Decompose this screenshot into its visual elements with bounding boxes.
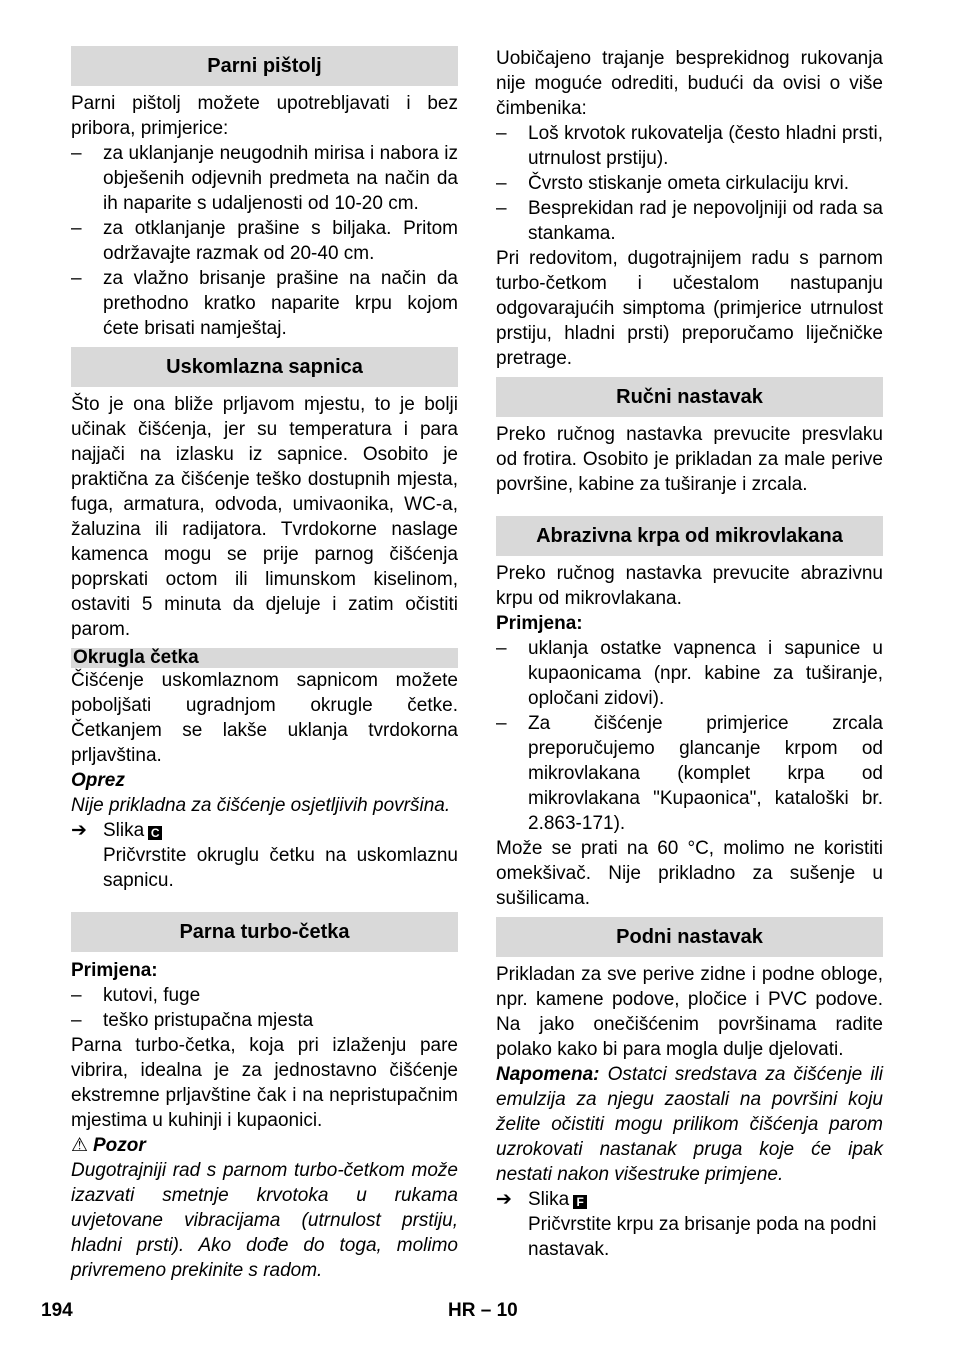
list-item: – kutovi, fuge <box>71 983 458 1008</box>
warning-text: Dugotrajniji rad s parnom turbo-četkom može izazvati smetnje krvotoka u rukama uvjetovane vibracijama (utrnulost prstiju, hladni prsti). Ako dođe do toga, molimo privremeno prekinite s radom. <box>71 1160 458 1281</box>
left-column <box>71 46 458 1283</box>
section-heading-rucni-nastavak: Ručni nastavak <box>496 377 883 417</box>
turbo-text: Parna turbo-četka, koja pri izlaženju pare vibrira, idealna je za jednostavno čišćenje ekstremne prljavštine čak i na nepristupačnim mjestima u kuhinji i kupaonici. <box>71 1035 458 1131</box>
figure-label: Slika <box>528 1189 570 1210</box>
subheading-okrugla-cetka: Okrugla četka <box>71 648 458 668</box>
caution-label: Oprez <box>71 770 125 791</box>
section-heading-parni-pistolj: Parni pištolj <box>71 46 458 86</box>
instruction-step <box>496 1187 883 1262</box>
figure-label: Slika <box>103 820 145 841</box>
warning-heading <box>71 1133 458 1158</box>
caution-text: Nije prikladna za čišćenje osjetljivih površina. <box>71 795 451 816</box>
note <box>496 1062 883 1187</box>
page-number: 194 <box>41 1300 73 1321</box>
list-item: – za uklanjanje neugodnih mirisa i nabora iz obješenih odjevnih predmeta na način da ih naparite s udaljenosti od 10-20 cm. <box>71 141 458 216</box>
list-item: – za otklanjanje prašine s biljaka. Pritom održavajte razmak od 20-40 cm. <box>71 216 458 266</box>
warning-triangle-icon: ⚠ <box>71 1135 89 1156</box>
use-label: Primjena: <box>71 960 158 981</box>
rucni-text: Preko ručnog nastavka prevucite presvlaku od frotira. Osobito je prikladan za male perive površine, kabine za tuširanje i zrcala. <box>496 424 883 495</box>
list-item: – Loš krvotok rukovatelja (često hladni prsti, utrnulost prstiju). <box>496 121 883 171</box>
abraz-text: Preko ručnog nastavka prevucite abrazivnu krpu od mikrovlakana. <box>496 563 883 609</box>
warning-label: Pozor <box>93 1135 146 1156</box>
section-heading-parna-turbo-cetka: Parna turbo-četka <box>71 912 458 952</box>
step-text: Pričvrstite okruglu četku na uskomlaznu sapnicu. <box>103 845 458 891</box>
okrugla-text: Čišćenje uskomlaznom sapnicom možete poboljšati ugradnjom okrugle četke. Četkanjem se lakše uklanja tvrdokorna prljavština. <box>71 670 458 766</box>
arrow-right-icon: ➔ <box>71 820 87 841</box>
page-code: HR – 10 <box>448 1300 518 1321</box>
list-item: – za vlažno brisanje prašine na način da prethodno kratko naparite krpu kojom ćete brisati namještaj. <box>71 266 458 341</box>
list-item: – uklanja ostatke vapnenca i sapunice u kupaonicama (npr. kabine za tuširanje, opločani zidovi). <box>496 636 883 711</box>
right-column <box>496 46 883 1262</box>
parni-intro: Parni pištolj možete upotrebljavati i bez pribora, primjerice: <box>71 93 458 139</box>
abraz-list <box>496 636 883 836</box>
abraz-text-2: Može se prati na 60 °C, molimo ne koristiti omekšivač. Nije prikladno za sušenje u sušilicama. <box>496 838 883 909</box>
continued-text: Pri redovitom, dugotrajnijem radu s parnom turbo-četkom i učestalom nastupanju odgovarajućih simptoma (primjerice utrnulost prstiju, hladni prsti) preporučamo liječničke pretrage. <box>496 248 883 369</box>
parni-list <box>71 141 458 341</box>
section-heading-uskomlazna-sapnica: Uskomlazna sapnica <box>71 347 458 387</box>
arrow-right-icon: ➔ <box>496 1189 512 1210</box>
step-text: Pričvrstite krpu za brisanje poda na podni nastavak. <box>528 1214 877 1260</box>
figure-c-icon: C <box>148 826 162 840</box>
factors-list <box>496 121 883 246</box>
section-heading-podni-nastavak: Podni nastavak <box>496 917 883 957</box>
use-label: Primjena: <box>496 613 583 634</box>
podni-text: Prikladan za sve perive zidne i podne obloge, npr. kamene podove, pločice i PVC podove. Na jako onečišćenim površinama radite polako kako bi para mogla dulje djelovati. <box>496 964 883 1060</box>
usko-text: Što je ona bliže prljavom mjestu, to je bolji učinak čišćenja, jer su temperatura i para najjači na izlasku iz sapnice. Osobito je praktična za čišćenje teško dostupnih mjesta, fuga, armatura, odvoda, umivaonika, WC-a, žaluzina ili radijatora. Tvrdokorne naslage kamenca mogu se prije parnog čišćenja poprskati octom ili limunskom kiselinom, ostaviti 5 minuta da djeluje i zatim očistiti parom. <box>71 394 458 640</box>
list-item: – Za čišćenje primjerice zrcala preporučujemo glancanje krpom od mikrovlakana (komplet krpa od mikrovlakana "Kupaonica", kataloški br. 2.863-171). <box>496 711 883 836</box>
turbo-list <box>71 983 458 1033</box>
note-label: Napomena: <box>496 1064 600 1085</box>
figure-f-icon: F <box>573 1195 587 1209</box>
list-item: – teško pristupačna mjesta <box>71 1008 458 1033</box>
list-item: – Besprekidan rad je nepovoljniji od rada sa stankama. <box>496 196 883 246</box>
note-text: Ostatci sredstava za čišćenje ili emulzija za njegu zaostali na površini koju želite očistiti mogu prilikom čišćenja parom uzrokovati nastanak pruga koje će ipak nestati nakon višestruke primjene. <box>496 1064 883 1185</box>
continued-intro: Uobičajeno trajanje besprekidnog rukovanja nije moguće odrediti, budući da ovisi o više čimbenika: <box>496 48 883 119</box>
instruction-step <box>71 818 458 893</box>
list-item: – Čvrsto stiskanje ometa cirkulaciju krvi. <box>496 171 883 196</box>
section-heading-abrazivna-krpa: Abrazivna krpa od mikrovlakana <box>496 516 883 556</box>
